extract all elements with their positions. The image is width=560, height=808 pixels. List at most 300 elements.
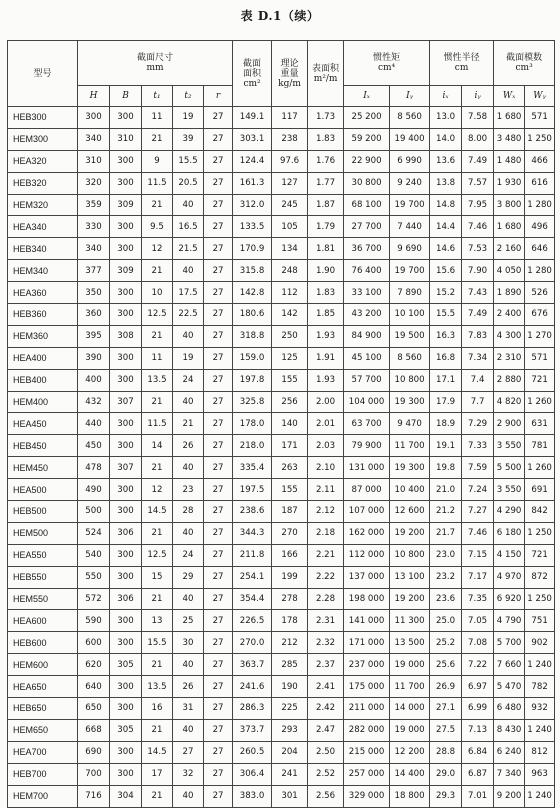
value-cell: 162 000 [344,522,390,544]
value-cell: 248 [272,260,308,282]
value-cell: 180.6 [233,304,272,326]
value-cell: 26 [173,676,204,698]
value-cell: 11 300 [390,610,430,632]
header-modulus-label: 截面模数 [506,53,543,63]
type-cell: HEM600 [8,654,78,676]
subheader-t1: t₁ [142,86,173,107]
value-cell: 1 260 [525,457,555,479]
value-cell: 27 [204,325,233,347]
value-cell: 616 [525,172,555,194]
table-row [8,435,555,457]
value-cell: 300 [110,304,142,326]
table-row [8,325,555,347]
value-cell: 12 200 [390,741,430,763]
value-cell: 8 560 [390,107,430,129]
value-cell: 225 [272,698,308,720]
type-cell: HEB360 [8,304,78,326]
value-cell: 270 [272,522,308,544]
value-cell: 14.4 [430,216,462,238]
value-cell: 178 [272,610,308,632]
value-cell: 245 [272,194,308,216]
value-cell: 155 [272,369,308,391]
value-cell: 40 [173,785,204,807]
value-cell: 309 [110,260,142,282]
value-cell: 1 270 [525,325,555,347]
value-cell: 14.8 [430,194,462,216]
type-cell: HEM450 [8,457,78,479]
value-cell: 140 [272,413,308,435]
value-cell: 1.83 [308,282,344,304]
value-cell: 620 [78,654,110,676]
value-cell: 40 [173,719,204,741]
value-cell: 300 [110,435,142,457]
header-inertia-unit: cm⁴ [377,63,396,73]
value-cell: 198 000 [344,588,390,610]
type-cell: HEM400 [8,391,78,413]
value-cell: 2 310 [494,347,525,369]
type-cell: HEM650 [8,719,78,741]
table-row [8,785,555,807]
value-cell: 27 [204,107,233,129]
value-cell: 241.6 [233,676,272,698]
value-cell: 1.83 [308,128,344,150]
value-cell: 30 800 [344,172,390,194]
value-cell: 307 [110,457,142,479]
value-cell: 963 [525,763,555,785]
type-cell: HEM360 [8,325,78,347]
value-cell: 10 100 [390,304,430,326]
value-cell: 33 100 [344,282,390,304]
value-cell: 500 [78,501,110,523]
value-cell: 28 [173,501,204,523]
value-cell: 6 920 [494,588,525,610]
value-cell: 2 880 [494,369,525,391]
value-cell: 1.93 [308,369,344,391]
value-cell: 19 400 [390,128,430,150]
value-cell: 19.1 [430,435,462,457]
value-cell: 304 [110,785,142,807]
value-cell: 23.6 [430,588,462,610]
value-cell: 16 [142,698,173,720]
value-cell: 21 [142,522,173,544]
value-cell: 27 [204,610,233,632]
value-cell: 721 [525,544,555,566]
value-cell: 16.5 [173,216,204,238]
value-cell: 40 [173,194,204,216]
value-cell: 19 700 [390,194,430,216]
header-weight-l2: 重量 [280,68,299,79]
value-cell: 211 000 [344,698,390,720]
value-cell: 21 [142,654,173,676]
value-cell: 306.4 [233,763,272,785]
value-cell: 21 [142,194,173,216]
header-weight-unit: kg/m [278,78,301,89]
value-cell: 1 480 [494,150,525,172]
value-cell: 125 [272,347,308,369]
value-cell: 305 [110,654,142,676]
value-cell: 149.1 [233,107,272,129]
value-cell: 237 000 [344,654,390,676]
value-cell: 363.7 [233,654,272,676]
value-cell: 15.5 [430,304,462,326]
value-cell: 496 [525,216,555,238]
table-row [8,238,555,260]
value-cell: 27 [204,435,233,457]
header-surface-unit: m²/m [313,73,338,84]
value-cell: 187 [272,501,308,523]
value-cell: 9 470 [390,413,430,435]
value-cell: 250 [272,325,308,347]
value-cell: 300 [110,150,142,172]
value-cell: 22 900 [344,150,390,172]
value-cell: 6.99 [462,698,494,720]
value-cell: 27 [204,654,233,676]
value-cell: 2.00 [308,391,344,413]
type-cell: HEM550 [8,588,78,610]
value-cell: 2.56 [308,785,344,807]
value-cell: 526 [525,282,555,304]
value-cell: 226.5 [233,610,272,632]
value-cell: 17.1 [430,369,462,391]
value-cell: 350 [78,282,110,304]
value-cell: 137 000 [344,566,390,588]
value-cell: 40 [173,522,204,544]
value-cell: 751 [525,610,555,632]
value-cell: 19 000 [390,654,430,676]
value-cell: 305 [110,719,142,741]
value-cell: 27 700 [344,216,390,238]
value-cell: 166 [272,544,308,566]
value-cell: 2 160 [494,238,525,260]
value-cell: 7 440 [390,216,430,238]
value-cell: 1.90 [308,260,344,282]
table-row [8,413,555,435]
value-cell: 27 [204,698,233,720]
table-row [8,698,555,720]
table-row [8,457,555,479]
subheader-t2: t₂ [173,86,204,107]
subheader-wy: Wᵧ [525,86,555,107]
value-cell: 1 250 [525,588,555,610]
value-cell: 7.46 [462,216,494,238]
header-radius [430,41,494,86]
value-cell: 270.0 [233,632,272,654]
value-cell: 11 700 [390,435,430,457]
value-cell: 1 240 [525,719,555,741]
value-cell: 9 [142,150,173,172]
value-cell: 300 [78,107,110,129]
value-cell: 27 [204,566,233,588]
value-cell: 2 900 [494,413,525,435]
value-cell: 307 [110,391,142,413]
value-cell: 344.3 [233,522,272,544]
value-cell: 21 [142,325,173,347]
type-cell: HEM340 [8,260,78,282]
value-cell: 215 000 [344,741,390,763]
table-row [8,369,555,391]
value-cell: 27 [204,216,233,238]
header-inertia [344,41,430,86]
value-cell: 27 [204,413,233,435]
value-cell: 27 [204,172,233,194]
value-cell: 2.42 [308,698,344,720]
value-cell: 646 [525,238,555,260]
value-cell: 9 240 [390,172,430,194]
value-cell: 19 500 [390,325,430,347]
value-cell: 373.7 [233,719,272,741]
value-cell: 781 [525,435,555,457]
subheader-r: r [204,86,233,107]
value-cell: 3 550 [494,435,525,457]
value-cell: 12 [142,479,173,501]
value-cell: 13 100 [390,566,430,588]
value-cell: 30 [173,632,204,654]
value-cell: 572 [78,588,110,610]
value-cell: 17.5 [173,282,204,304]
value-cell: 18 800 [390,785,430,807]
value-cell: 1.85 [308,304,344,326]
value-cell: 2.32 [308,632,344,654]
value-cell: 590 [78,610,110,632]
value-cell: 20.5 [173,172,204,194]
value-cell: 107 000 [344,501,390,523]
value-cell: 7.08 [462,632,494,654]
value-cell: 812 [525,741,555,763]
value-cell: 16.3 [430,325,462,347]
value-cell: 282 000 [344,719,390,741]
value-cell: 21 [142,391,173,413]
value-cell: 40 [173,260,204,282]
value-cell: 105 [272,216,308,238]
value-cell: 1 240 [525,785,555,807]
table-row [8,172,555,194]
value-cell: 19 [173,107,204,129]
value-cell: 1 680 [494,216,525,238]
value-cell: 300 [110,763,142,785]
section-properties-table [7,40,555,808]
value-cell: 3 550 [494,479,525,501]
value-cell: 300 [110,172,142,194]
table-row [8,654,555,676]
table-title: 表 D.1（续） [240,9,320,23]
table-row [8,128,555,150]
value-cell: 300 [110,632,142,654]
value-cell: 10 800 [390,544,430,566]
value-cell: 1 280 [525,194,555,216]
value-cell: 335.4 [233,457,272,479]
value-cell: 7.49 [462,304,494,326]
value-cell: 204 [272,741,308,763]
value-cell: 700 [78,763,110,785]
table-row [8,610,555,632]
subheader-ix: Iₓ [344,86,390,107]
type-cell: HEB340 [8,238,78,260]
value-cell: 7.95 [462,194,494,216]
table-row [8,282,555,304]
value-cell: 27 [204,544,233,566]
value-cell: 21 [142,719,173,741]
value-cell: 175 000 [344,676,390,698]
value-cell: 15.5 [173,150,204,172]
value-cell: 238 [272,128,308,150]
value-cell: 63 700 [344,413,390,435]
header-weight [272,41,308,107]
value-cell: 14 000 [390,698,430,720]
value-cell: 27 [204,588,233,610]
value-cell: 7.49 [462,150,494,172]
value-cell: 6.87 [462,763,494,785]
value-cell: 7.17 [462,566,494,588]
value-cell: 171 [272,435,308,457]
value-cell: 7.59 [462,457,494,479]
value-cell: 306 [110,588,142,610]
value-cell: 97.6 [272,150,308,172]
value-cell: 17.9 [430,391,462,413]
value-cell: 359 [78,194,110,216]
value-cell: 19 300 [390,457,430,479]
value-cell: 325.8 [233,391,272,413]
value-cell: 300 [110,544,142,566]
value-cell: 300 [110,479,142,501]
value-cell: 2.41 [308,676,344,698]
value-cell: 721 [525,369,555,391]
value-cell: 7.33 [462,435,494,457]
value-cell: 197.5 [233,479,272,501]
value-cell: 286.3 [233,698,272,720]
value-cell: 27 [204,632,233,654]
value-cell: 7.4 [462,369,494,391]
type-cell: HEB500 [8,501,78,523]
value-cell: 6 480 [494,698,525,720]
value-cell: 10 400 [390,479,430,501]
value-cell: 2.31 [308,610,344,632]
value-cell: 29.0 [430,763,462,785]
value-cell: 254.1 [233,566,272,588]
type-cell: HEB300 [8,107,78,129]
value-cell: 19 200 [390,522,430,544]
value-cell: 14 [142,435,173,457]
value-cell: 7.7 [462,391,494,413]
value-cell: 7.15 [462,544,494,566]
value-cell: 142 [272,304,308,326]
value-cell: 4 300 [494,325,525,347]
table-row [8,763,555,785]
type-cell: HEA360 [8,282,78,304]
header-section-dims [78,41,233,86]
value-cell: 6 990 [390,150,430,172]
value-cell: 27 [204,194,233,216]
type-cell: HEA320 [8,150,78,172]
value-cell: 21 [142,260,173,282]
value-cell: 782 [525,676,555,698]
value-cell: 300 [110,282,142,304]
value-cell: 112 [272,282,308,304]
value-cell: 26.9 [430,676,462,698]
value-cell: 13 500 [390,632,430,654]
value-cell: 478 [78,457,110,479]
value-cell: 1 280 [525,260,555,282]
header-area [233,41,272,107]
header-type: 型号 [8,41,78,107]
value-cell: 293 [272,719,308,741]
value-cell: 28.8 [430,741,462,763]
value-cell: 7.53 [462,238,494,260]
value-cell: 14.0 [430,128,462,150]
value-cell: 27 [204,369,233,391]
type-cell: HEB450 [8,435,78,457]
value-cell: 690 [78,741,110,763]
subheader-wx: Wₓ [494,86,525,107]
value-cell: 7.29 [462,413,494,435]
type-cell: HEA500 [8,479,78,501]
value-cell: 25.2 [430,632,462,654]
value-cell: 76 400 [344,260,390,282]
type-cell: HEB550 [8,566,78,588]
value-cell: 27 [204,719,233,741]
value-cell: 1 240 [525,654,555,676]
value-cell: 300 [110,238,142,260]
value-cell: 7.05 [462,610,494,632]
header-radius-unit: cm [454,63,469,73]
value-cell: 260.5 [233,741,272,763]
value-cell: 257 000 [344,763,390,785]
value-cell: 5 470 [494,676,525,698]
value-cell: 212 [272,632,308,654]
value-cell: 4 790 [494,610,525,632]
value-cell: 2.52 [308,763,344,785]
type-cell: HEA700 [8,741,78,763]
value-cell: 7.46 [462,522,494,544]
value-cell: 1 250 [525,522,555,544]
header-surface-l1: 表面积 [312,63,340,74]
value-cell: 383.0 [233,785,272,807]
value-cell: 7 660 [494,654,525,676]
value-cell: 1.87 [308,194,344,216]
value-cell: 1.91 [308,347,344,369]
value-cell: 1.81 [308,238,344,260]
value-cell: 23.0 [430,544,462,566]
value-cell: 241 [272,763,308,785]
value-cell: 171 000 [344,632,390,654]
type-cell: HEM300 [8,128,78,150]
value-cell: 25.6 [430,654,462,676]
table-row [8,544,555,566]
value-cell: 7.83 [462,325,494,347]
value-cell: 199 [272,566,308,588]
value-cell: 7.57 [462,172,494,194]
type-cell: HEB600 [8,632,78,654]
value-cell: 1 260 [525,391,555,413]
type-cell: HEM320 [8,194,78,216]
value-cell: 308 [110,325,142,347]
value-cell: 27 [173,741,204,763]
value-cell: 300 [110,347,142,369]
value-cell: 7.22 [462,654,494,676]
value-cell: 19 700 [390,260,430,282]
value-cell: 691 [525,479,555,501]
value-cell: 400 [78,369,110,391]
header-area-l1: 截面 [243,58,262,69]
value-cell: 263 [272,457,308,479]
value-cell: 21 [142,785,173,807]
value-cell: 300 [110,413,142,435]
value-cell: 285 [272,654,308,676]
table-row [8,741,555,763]
value-cell: 300 [110,369,142,391]
value-cell: 7 340 [494,763,525,785]
value-cell: 27 [204,479,233,501]
value-cell: 4 290 [494,501,525,523]
